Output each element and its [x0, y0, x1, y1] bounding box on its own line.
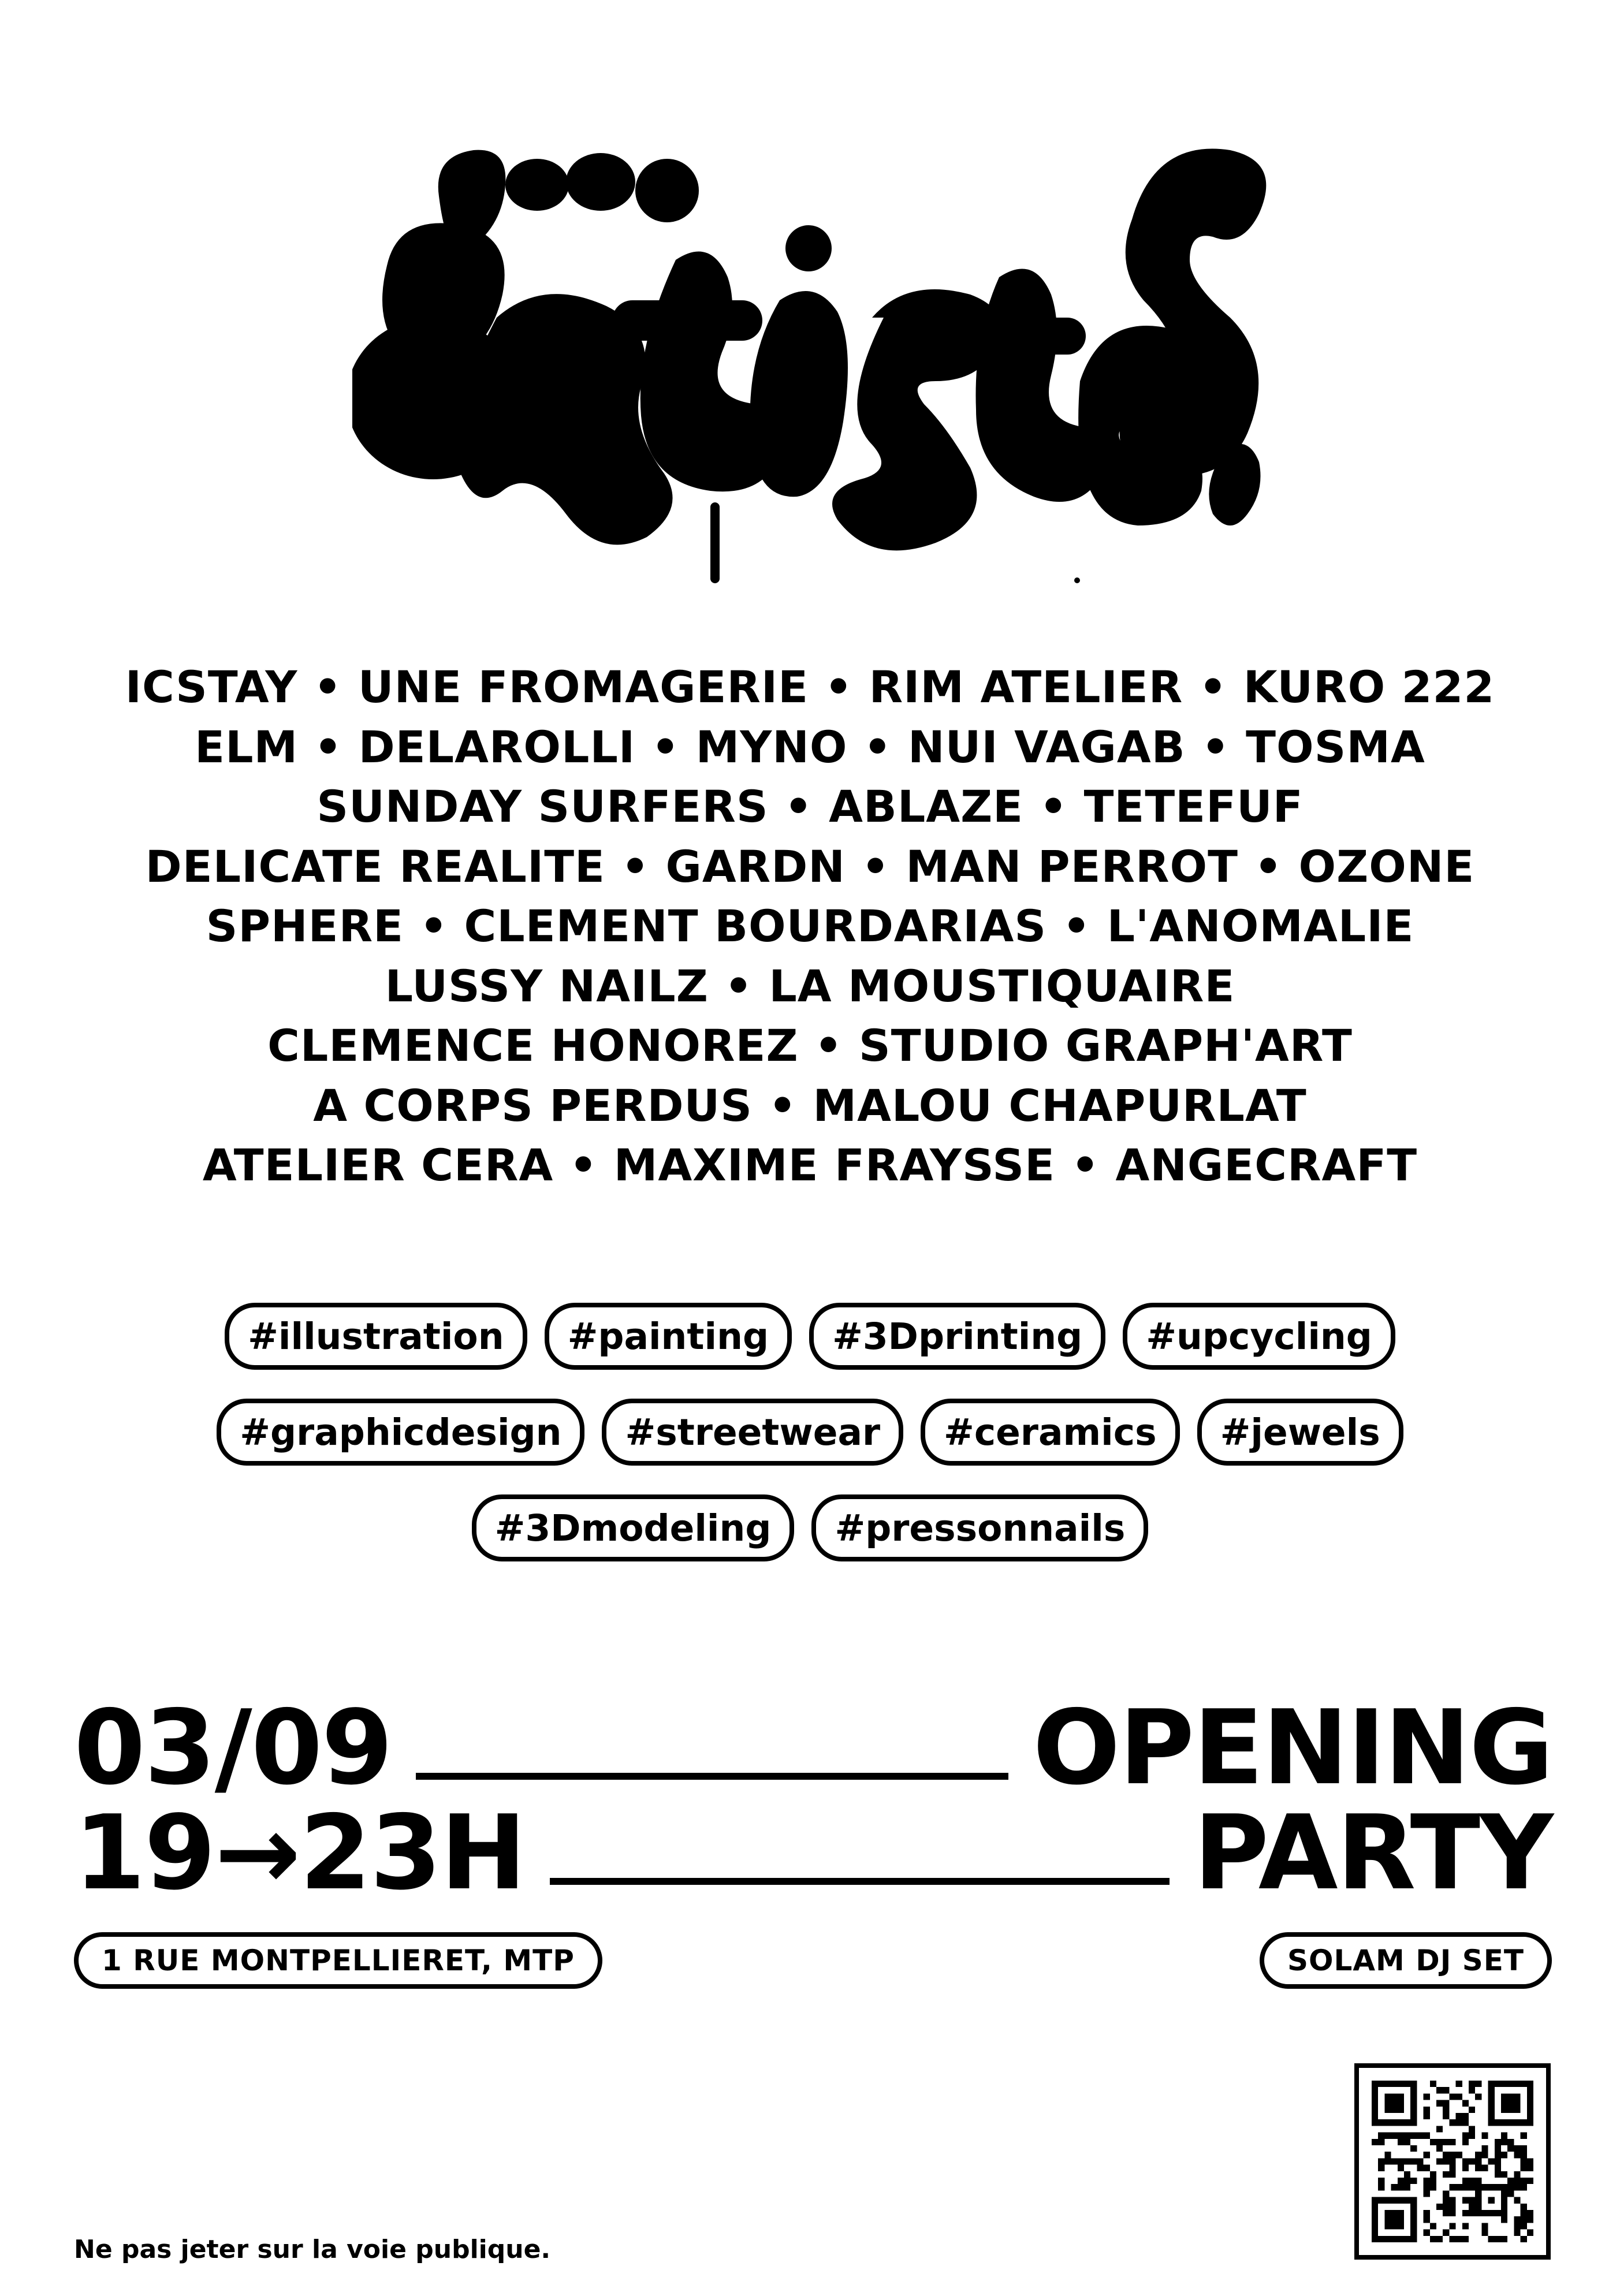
qr-code-icon — [1372, 2081, 1533, 2242]
artist-list — [0, 657, 1620, 1195]
artist-line: ATELIER CERA • MAXIME FRAYSSE • ANGECRAFT — [202, 1139, 1418, 1191]
qr-code[interactable] — [1354, 2063, 1551, 2260]
hashtag-jewels: #jewels — [1197, 1399, 1403, 1466]
hashtag-ceramics: #ceramics — [921, 1399, 1180, 1466]
dj-badge: SOLAM DJ SET — [1260, 1932, 1552, 1989]
artist-line: LUSSY NAILZ • LA MOUSTIQUAIRE — [385, 960, 1235, 1012]
time-title-line — [74, 1792, 1552, 1913]
divider — [416, 1773, 1008, 1780]
artist-line: ELM • DELAROLLI • MYNO • NUI VAGAB • TOSMA — [195, 721, 1425, 773]
divider — [550, 1878, 1170, 1885]
hashtag-row — [0, 1303, 1620, 1379]
hashtag-row — [0, 1399, 1620, 1475]
hashtag-3dmodeling: #3Dmodeling — [472, 1494, 795, 1561]
date-title-line — [74, 1687, 1552, 1807]
artist-line: A CORPS PERDUS • MALOU CHAPURLAT — [313, 1079, 1307, 1131]
hashtag-upcycling: #upcycling — [1123, 1303, 1395, 1370]
hashtag-list — [0, 1303, 1620, 1590]
artist-line: DELICATE REALITE • GARDN • MAN PERROT • OZONE — [145, 840, 1475, 892]
hashtag-pressonnails: #pressonnails — [811, 1494, 1148, 1561]
les-artistes-logo — [352, 127, 1271, 583]
artist-line: SPHERE • CLEMENT BOURDARIAS • L'ANOMALIE — [206, 900, 1414, 952]
hashtag-3dprinting: #3Dprinting — [809, 1303, 1105, 1370]
artist-line: SUNDAY SURFERS • ABLAZE • TETEFUF — [316, 781, 1304, 832]
event-time: 19→23H — [74, 1792, 526, 1913]
event-date: 03/09 — [74, 1687, 392, 1807]
artist-line: ICSTAY • UNE FROMAGERIE • RIM ATELIER • KURO 222 — [125, 661, 1495, 713]
hashtag-graphicdesign: #graphicdesign — [217, 1399, 584, 1466]
address-badge: 1 RUE MONTPELLIERET, MTP — [74, 1932, 602, 1989]
hashtag-illustration: #illustration — [225, 1303, 527, 1370]
hashtag-painting: #painting — [545, 1303, 792, 1370]
artist-line: CLEMENCE HONOREZ • STUDIO GRAPH'ART — [267, 1020, 1353, 1071]
hashtag-row — [0, 1494, 1620, 1571]
event-title-line2: PARTY — [1193, 1792, 1552, 1913]
footer-note: Ne pas jeter sur la voie publique. — [74, 2235, 551, 2264]
event-title-line1: OPENING — [1033, 1687, 1552, 1807]
hashtag-streetwear: #streetwear — [602, 1399, 903, 1466]
